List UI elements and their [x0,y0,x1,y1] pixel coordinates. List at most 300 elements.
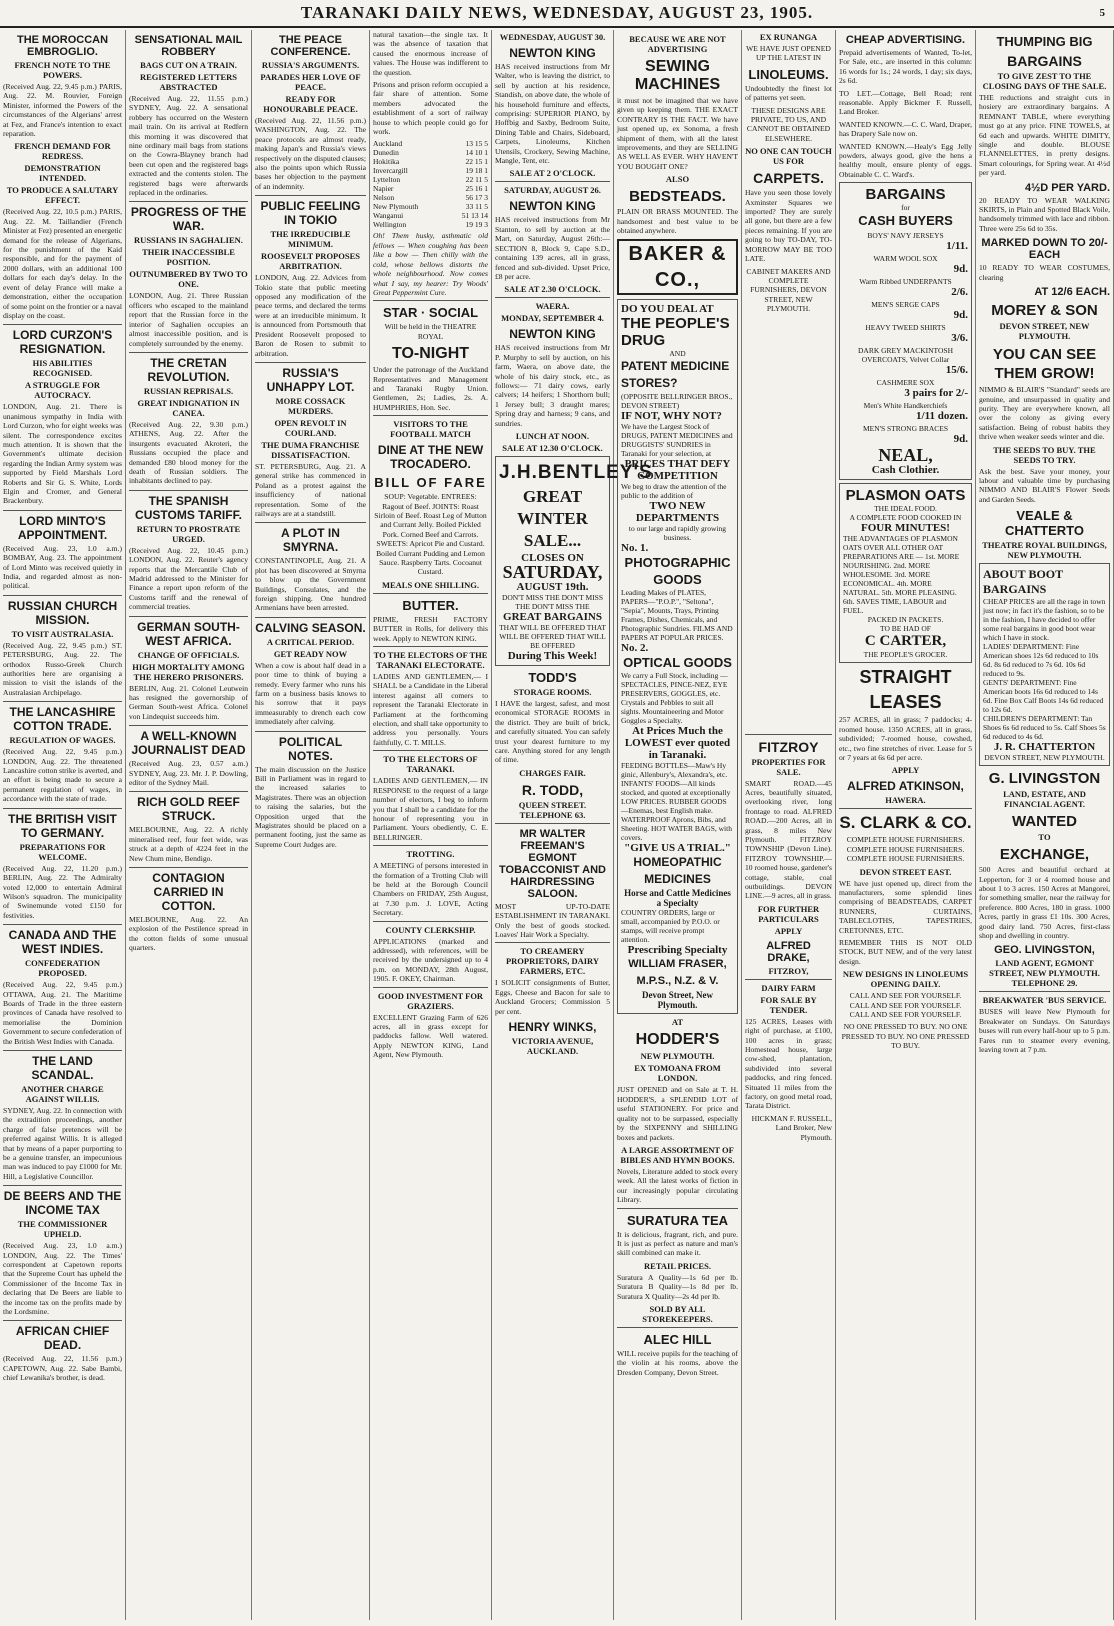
divider [373,921,488,922]
sale-time: SALE AT 2 O'CLOCK. [509,168,596,179]
item-name: WARM WOOL SOX [873,254,938,264]
table-row [373,184,488,193]
lino-designs: NEW DESIGNS IN LINOLEUMS OPENING DAILY. [842,969,969,990]
livingston-signature: GEO. LIVINGSTON, [994,944,1095,957]
list-item [843,378,968,399]
port-value: 51 13 14 [461,211,488,221]
to: TO [1038,832,1051,843]
auctioneer-name: NEWTON KING [509,327,596,342]
clark-text: COMPLETE HOUSE FURNISHERS. COMPLETE HOUSE FURNISHERS. COMPLETE HOUSE FURNISHERS. [846,835,965,864]
headline: RICH GOLD REEF STRUCK. [129,791,248,823]
subheadline: HIGH MORTALITY AMONG THE HERERO PRISONERS. [132,661,245,682]
horse-heading: Horse and Cattle Medicines a Specialty [624,888,731,909]
retail-prices: RETAIL PRICES. [644,1260,711,1271]
table-row [373,166,488,175]
dine-heading: DINE AT THE NEW TROCADERO. [377,443,484,472]
subheadline: A CRITICAL PERIOD. [266,636,355,647]
visitors-heading: VISITORS TO THE FOOTBALL MATCH [390,419,471,440]
livingston-sub: LAND, ESTATE, AND FINANCIAL AGENT. [1003,789,1086,810]
sale-intro: TO GIVE ZEST TO THE CLOSING DAYS OF THE SALE. [982,71,1107,91]
headline: POLITICAL NOTES. [255,731,366,763]
item-price: 1/11 dozen. [916,410,968,423]
article-text: LONDON, Aug. 21. There is unanimous sympathy in India with Lord Curzon, who for eight weeks was silent. The correspondence excites much attention. It is shown that the Government's ultimate decision regarding the Indian Army system was supported by Field Marshals Lord Roberts and Sir G. S. White, Lords Elgin and Cromer, and General Brackenbury. [3,402,122,506]
clark-heading: S. CLARK & CO. [839,813,972,833]
divider [495,181,610,182]
and: AND [669,349,686,359]
sewing-heading: SEWING MACHINES [634,58,721,93]
article-text: (Received Aug. 23, 1.0 a.m.) BOMBAY, Aug. 23. The appointment of Lord Minto was received quietly in India, and regarded almost as non-political. [3,543,122,591]
apply: APPLY [891,765,920,776]
star-social-text: Will be held in the THEATRE ROYAL [384,322,477,341]
freeman-heading: MR WALTER FREEMAN'S EGMONT TOBACCONIST AND HAIRDRESSING SALOON. [499,827,606,900]
each-price: AT 12/6 EACH. [1034,286,1110,299]
headline: RUSSIAN CHURCH MISSION. [3,595,122,627]
headline: AFRICAN CHIEF DEAD. [3,1320,122,1352]
item-name: DARK GREY MACKINTOSH OVERCOATS, Velvet Collar [857,346,953,365]
bedsteads-heading: BEDSTEADS. [629,188,726,206]
meals-price: MEALS ONE SHILLING. [381,579,480,590]
properties-text: SMART ROAD.—45 Acres, beautifully situated, overlooking river, long frontage to road. ALFRED ROAD.—200 Acres, all in grass, 8 miles New Plymouth. FITZROY TOWNSHIP (Devon Line). FITZROY TOWNSHIP.—10 roomed house, gardener's cottage, stable, coal outbuildings. DEVON LINE.—9 acres, all in grass. [745,778,832,901]
hodders-shipment: EX TOMOANA FROM LONDON. [634,1063,721,1084]
divider [979,991,1110,992]
hawera: HAWERA. [885,795,926,806]
port-value: 22 15 1 [465,157,488,167]
list-item [843,323,968,344]
trotting-text: A MEETING of persons interested in the formation of a Trotting Club will be held at the Borough Council Chambers on FRIDAY, 25th August, at 7.30 p.m. J. LOVE, Acting Secretary. [373,861,488,918]
boot-text: CHEAP PRICES are all the rage in town just now; in fact it's the fashion, so to be in the fashion, I have decided to offer some real bargains in good boot wear which I have in stock. [983,597,1106,643]
auction-date: MONDAY, SEPTEMBER 4. [501,313,604,324]
newspaper-title: TARANAKI DAILY NEWS, WEDNESDAY, AUGUST 23, 1905. [300,3,814,22]
orders-text: COUNTRY ORDERS, large or small, accompanied by P.O.O. or stamps, will receive prompt attention. [621,908,720,945]
breakwater-heading: BREAKWATER 'BUS SERVICE. [982,995,1107,1006]
great-bargains: GREAT BARGAINS [503,610,602,623]
furnishers-text: CABINET MAKERS AND COMPLETE FURNISHERS, DEVON STREET, NEW PLYMOUTH. [746,266,831,314]
prices-heading: PRICES THAT DEFY COMPETITION [624,458,731,483]
dont-miss: DON'T MISS THE DON'T MISS THE DON'T MISS THE [501,592,604,611]
livingston-heading: G. LIVINGSTON [988,770,1101,788]
article-text: (Received Aug. 22, 11.55 p.m.) SYDNEY, Aug. 22. A sensational robbery has occurred on the Western mail train. On its arrival at Redfern this morning it was discovered that nine ordinary mail bags from stations on the Cowra-Blayney branch had been cut open and the registered bags extracted and the contents stolen. The registered bags were afterwards replaced in the ordinaries. [129,94,248,198]
complete-food: A COMPLETE FOOD COOKED IN [849,513,962,523]
item-name: MEN'S STRONG BRACES [862,424,949,434]
divider [745,734,832,735]
divider [745,979,832,980]
subheadline: THE COMMISSIONER UPHELD. [17,1219,108,1240]
bargains-heading: BARGAINS [1007,53,1082,69]
table-row [373,193,488,202]
butter-text: PRIME, FRESH FACTORY BUTTER in Rolls, for delivery this week. Apply to NEWTON KING. [373,614,488,643]
item-price: 2/6. [951,286,968,299]
subheadline: GET READY NOW [273,648,348,659]
sale-text: THE reductions and straight cuts in hosiery are extraordinary bargains. A REMNANT TABLE, where everything must go at any price. FINE TOWELS, at 6d each and upwards. WHITE DIMITY, single and double. BLOUSE FLANNELETTES, in pretty designs. Smart colourings, for Spring wear. At 4½d per yard. [979,93,1110,178]
list-item [843,424,968,445]
private-designs: THESE DESIGNS ARE PRIVATE, TO US, AND CANNOT BE OBTAINED ELSEWHERE. [746,105,831,143]
headline: THE BRITISH VISIT TO GERMANY. [3,808,122,840]
touch: NO ONE CAN TOUCH US FOR [745,146,832,167]
headline: THE CRETAN REVOLUTION. [129,352,248,384]
headline: CALVING SEASON. [255,617,366,635]
suratura-heading: SURATURA TEA [626,1212,729,1228]
subheadline: OPEN REVOLT IN COURLAND. [274,417,347,438]
headline: DE BEERS AND THE INCOME TAX [3,1185,122,1217]
auction-text: HAS received instructions from Mr Stanton, to sell by auction at the Mart, on Saturday, August 26th:— SECTION 8, Block 9, Cape S.D., containing 139 acres, all in grass, fenced and sub-divided. Upset Price, £8 per acre. [495,215,610,281]
morey-address: DEVON STREET, NEW PLYMOUTH. [999,321,1090,342]
port-value: 19 18 1 [465,166,488,176]
port-value: 56 17 3 [465,193,488,203]
subheadline: THE IRREDUCIBLE MINIMUM. [270,229,351,250]
two-departments: TWO NEW DEPARTMENTS [635,500,720,525]
clothier: Cash Clothier. [871,464,940,477]
bargains-heading: BARGAINS [865,186,946,204]
column-1 [0,30,126,1620]
exchange-text: 500 Acres and beautiful orchard at Lepperton, for 3 or 4 roomed house and about 1 to 3 acres. 150 Acres at Mangorei, for something smaller, near the railway for preference. 800 Acres, 180 in grass. 1000 Acres, partly in grass £1 10s. 300 Acres, good dairy land. 750 Acres, first-class shop and dwelling in country. [979,865,1110,940]
classified: WANTED KNOWN.—Healy's Egg Jelly powders, always good, give the hens a healthy moult, ensure plenty of eggs. Obtainable C. C. Ward's. [839,141,972,179]
prescribing: Prescribing Specialty [627,944,728,957]
no1: No. 1. [621,542,649,555]
list-item [843,231,968,252]
winks-address: VICTORIA AVENUE, AUCKLAND. [511,1036,594,1057]
to-be-had: TO BE HAD OF [880,624,931,634]
deal-question: DO YOU DEAL AT [621,303,714,316]
table-row [373,220,488,229]
livingston-address: LAND AGENT, EGMONT STREET, NEW PLYMOUTH. TELEPHONE 29. [989,958,1100,989]
carpets-heading: CARPETS. [753,170,824,187]
article-text: LONDON, Aug. 21. Three Russian officers who escaped to the mainland report that the Russian force in the interior of Saghalien occupies an almost inaccessible position, and is completely surrounded by the enemy. [129,291,248,348]
divider [373,750,488,751]
subheadline: READY FOR HONOURABLE PEACE. [263,94,358,114]
table-row [373,148,488,157]
price-list [843,231,968,445]
ex-runanga: EX RUNANGA [759,32,818,42]
menu-text: SOUP: Vegetable. ENTREES: Ragout of Beef. JOINTS: Roast Sirloin of Beef. Roast Leg of Mutton and Currant Jelly. Boiled Pickled Pork. Corned Beef and Carrots. SWEETS: Apricot Pie and Custard. Boiled Currant Pudding and Lemon Sauce. Raspberry Tarts. Cocoanut Custard. [374,492,487,577]
divider [373,987,488,988]
headline: GERMAN SOUTH-WEST AFRICA. [129,616,248,648]
children-dept: CHILDREN'S DEPARTMENT: Tan Shoes 6s 6d reduced to 5s. Calf Shoes 5s 6d reduced to 4s 6d. [983,714,1106,742]
carpets-text: Have you seen those lovely Axminster Squares we imported? They are surely all gone, but there are a few pieces remaining. If you are going to buy TO-DAY, TO-MORROW MAY BE TOO LATE. [745,188,832,264]
electors-text: LADIES AND GENTLEMEN,— IN RESPONSE to the request of a large number of electors, I beg to inform you that I shall be a candidate for the honour of representing you in Parliament. Yours obediently, C. E. BELLRINGER. [373,776,488,842]
port-value: 13 15 5 [465,139,488,149]
auctioneer-name: NEWTON KING [509,199,596,214]
article-text: When a cow is about half dead in a poor time to think of buying a remedy. Every farmer who runs his farm on a business basis knows to his sorrow that it pays immeasurably to drench each cow immediately after calving. [255,660,366,727]
item-price: 15/6. [945,364,968,377]
exchange-heading: EXCHANGE, [999,846,1090,864]
star-social-details: Under the patronage of the Auckland Representatives and Management and Taranaki Rugby Union. Gentlemen, 2s; Ladies, 2s. A. HUMPHRIES, Hon. Sec. [373,365,488,412]
article-text: natural taxation—the single tax. It was the absence of taxation that caused the enormous increase of values. The House was indifferent to the question. [373,30,488,77]
port-name: Wellington [373,220,407,230]
column-7 [742,30,836,1620]
apply: APPLY [774,925,803,936]
page-number: 5 [1099,7,1106,19]
column-8 [836,30,976,1620]
headline: LORD CURZON'S RESIGNATION. [3,324,122,356]
suratura-text: It is delicious, fragrant, rich, and pure. It is just as perfect as nature and man's skill combined can make it. [617,1229,738,1258]
headline: A WELL-KNOWN JOURNALIST DEAD [129,725,248,757]
article-text: SYDNEY, Aug. 22. In connection with the extradition proceedings, another charge of false pretences will be preferred against Willis. It is alleged that by means of a paper purporting to be a genuine transfer, an impecunious man was induced to pay £1000 for Mr. Hill, a Legislative Councillor. [3,1105,122,1181]
photo-text: Leading Makes of PLATES, PAPERS—"P.O.P.", "Seltona", "Sepia", Mounts, Trays, Printing Frames, Dishes, Chemicals, and Photographic Sundries. FILMS AND PAPERS AT POPULAR PRICES. [621,588,733,643]
star-social-heading: STAR · SOCIAL [382,305,479,321]
subheadline: MORE COSSACK MURDERS. [275,395,346,416]
baker-intro: BECAUSE WE ARE NOT ADVERTISING [629,34,726,54]
divider [373,415,488,416]
drake-location: FITZROY, [768,965,809,976]
divider [495,942,610,943]
subheadline: A STRUGGLE FOR AUTOCRACY. [24,380,101,401]
poem: Oh! Them husky, asthmatic old fellows — When coughing has been like a bow — Then chilly with the cold, whose bellows distorts the whole neighbourhood. Now comes what I say, my hearer: Try Woods' Great Peppermint Cure. [373,231,488,297]
headline: THE MOROCCAN EMBROGLIO. [16,34,109,58]
headline: LORD MINTO'S APPOINTMENT. [3,510,122,542]
fraser-name: WILLIAM FRASER, M.P.S., N.Z. & V. [628,958,727,988]
headline: THE SPANISH CUSTOMS TARIFF. [129,490,248,522]
neal-name: NEAL, [878,445,933,466]
article-text: LONDON, Aug. 22. Advices from Tokio state that public meeting opposed any modification of the peace terms, and declared the terms were at an irreducible minimum. It is announced from Portsmouth that President Roosevelt proposed to Baron de Rosen to submit to arbitration. [255,273,366,358]
column-6 [614,30,742,1620]
headline: A PLOT IN SMYRNA. [255,522,366,554]
investment-text: EXCELLENT Grazing Farm of 626 acres, all in grass except for paddocks fallow. Well watered. Apply NEWTON KING, Land Agent, New Plymouth. [373,1012,488,1060]
hill-text: WILL receive pupils for the teaching of the violin at his rooms, above the Dresden Company, Devon Street. [617,1348,738,1377]
plasmon-heading: PLASMON OATS [845,487,966,505]
auction-text: HAS received instructions from Mr P. Murphy to sell by auction, on his farm, Waera, on above date, the whole of his dairy stock, etc., as follows:— 71 dairy cows, early calvers; 14 heifers; 1 Shorthorn bull; 1 Jersey bull; 3 draught mares; Spring dray and harness; 9 cans, and sundries. [495,343,610,428]
subheadline: FRENCH NOTE TO THE POWERS. [14,60,111,80]
chatterton-name: J. R. CHATTERTON [993,741,1096,754]
carter-name: C CARTER, [864,633,947,650]
auction-text: HAS received instructions from Mr Walter, who is leaving the district, to sell by auction at his residence, Standish, on above date, the whole of his household furniture and effects, comprising: SUPERIOR PIANO, by Hoffbig and Saxby, Bedroom Suite, Dining Table and Chairs, Sideboard, Carpets, Linoleums, Kitchen Utensils, Crockery, Sewing Machine, Mangle, Tent, etc. [495,62,610,166]
subheadline: PREPARATIONS FOR WELCOME. [19,841,106,862]
article-text: Prisons and prison reform occupied a fair share of attention. Some members advocated the establishment of a sort of railway house to which people could go for work. [373,80,488,137]
headline: PUBLIC FEELING IN TOKIO [255,195,366,227]
port-name: Wanganui [373,211,404,221]
dairy-farm: DAIRY FARM [761,982,816,993]
item-name: HEAVY TWEED SHIRTS [865,323,946,333]
subheadline: BAGS CUT ON A TRAIN. [140,60,237,70]
storage-text: I HAVE the largest, safest, and most economical STORAGE ROOMS in the district. They are built of brick, and carefully situated. You can safely trust your dearest furniture to my care. Anything stored for any length of time. [495,698,610,765]
peoples-grocer: THE PEOPLE'S GROCER. [863,650,948,660]
subheadline: RETURN TO PROSTRATE URGED. [136,523,241,544]
auction-date: SATURDAY, AUGUST 26. [504,185,601,196]
also: ALSO [665,174,690,185]
trial: "GIVE US A TRIAL." [624,842,731,855]
divider [495,297,610,298]
optical-text: We carry a Full Stock, including — SPECTACLES, PINCE-NEZ, EYE PRESERVERS, GOGGLES, etc. Crystals and Pebbles to suit all sights. Mountaineering and Motor Goggles a Specialty. [621,671,728,726]
column-2 [126,30,252,1620]
straight-heading: STRAIGHT [859,667,952,688]
article-text: (Received Aug. 22, 9.45 p.m.) OTTAWA, Aug. 21. The Maritime Boards of Trade in the three eastern provinces of Canada have resolved to memorialise the Dominion Government to secure confederation of the British West Indies with Canada. [3,980,122,1046]
nimmo-text: NIMMO & BLAIR'S "Standard" seeds are genuine, and unsurpassed in quality and purity. They are everywhere known, all over the colony as giving every satisfaction. Being of robust habits they thrive when weaker seeds winter and die. [979,385,1110,442]
divider [839,808,972,809]
tender: FOR SALE BY TENDER. [760,994,817,1015]
todd-address: QUEEN STREET. TELEPHONE 63. [518,799,587,820]
list-item [843,254,968,275]
port-value: 22 11 5 [465,175,488,185]
price-per-yard: 4½D PER YARD. [1025,181,1110,194]
subheadline: GREAT INDIGNATION IN CANEA. [137,397,240,418]
table-row [373,211,488,220]
port-name: Invercargill [373,166,408,176]
ladies-dept: LADIES' DEPARTMENT: Fine American shoes 12s 6d reduced to 10s 6d. 8s 6d reduced to 7s 6d. 10s 6d reduced to 9s. [983,642,1099,679]
drug-heading: THE PEOPLE'S DRUG [621,315,730,350]
headline: CANADA AND THE WEST INDIES. [3,924,122,956]
fitzroy-heading: FITZROY [758,738,819,755]
item-price: 9d. [953,433,968,446]
item-price: 9d. [953,263,968,276]
thumping-heading: THUMPING BIG [996,34,1093,49]
electors-heading: TO THE ELECTORS OF TARANAKI. [383,754,478,775]
divider [373,593,488,594]
four-minutes: FOUR MINUTES! [861,522,950,535]
closing-date: AUGUST 19th. [516,580,589,593]
cash-heading: CASH BUYERS [858,213,953,229]
item-price: 1/11. [946,240,968,253]
port-name: Dunedin [373,148,399,158]
at: AT [671,1017,684,1028]
winter-sale: GREAT WINTER SALE... [517,486,588,550]
for: for [901,203,910,213]
article-text: The main discussion on the Justice Bill in Parliament was in regard to the increased salaries to Magistrates. There was an objection to raising the salaries, but the Opposition urged that the Magistrates should be placed on a permanent footing, just the same as Supreme Court Judges are. [255,764,366,849]
headline: PROGRESS OF THE WAR. [129,201,248,233]
article-text: (Received Aug. 22, 11.56 p.m.) WASHINGTON, Aug. 22. The peace protocols are almost ready, making Japan's and Russia's views respectively on the disputed clauses; also the points upon which Russia bases her objection to the payment of an indemnity. [255,116,366,191]
will-be-offered: THAT WILL BE OFFERED THAT WILL BE OFFERED THAT WILL BE OFFERED [499,622,606,650]
divider [373,300,488,301]
headline: RUSSIA'S UNHAPPY LOT. [255,362,366,394]
marked-down: MARKED DOWN TO 20/- EACH [981,237,1108,262]
headline: SENSATIONAL MAIL ROBBERY [134,34,243,58]
headline: THE LAND SCANDAL. [3,1050,122,1082]
table-row [373,157,488,166]
article-text: MELBOURNE, Aug. 22. An explosion of the Pestilence spread in the cotton fields of some unusual quarters. [129,915,248,953]
port-table [373,139,488,229]
item-price: 3/6. [951,332,968,345]
subheadline: ANOTHER CHARGE AGAINST WILLIS. [21,1083,104,1104]
winks-name: HENRY WINKS, [508,1020,597,1035]
library-text: Novels, Literature added to stock every week. All the latest works of fiction in our increasingly popular circulating Library. [617,1166,738,1205]
list-item [843,401,968,422]
column-9 [976,30,1114,1620]
article-text: (Received Aug. 22, 9.30 p.m.) ATHENS, Aug. 22. After the insurgents evacuated Akroteri, the Russians occupied the place and demanded £80 blood money for the death of Russian soldiers. The inhabitants declined to pay. [129,419,248,486]
neal-advert [839,182,972,480]
if-not: IF NOT, WHY NOT? [621,410,722,423]
fraser-address: Devon Street, New Plymouth. [641,990,714,1011]
column-3 [252,30,370,1620]
divider [617,1327,738,1328]
article-text: (Received Aug. 22, 9.45 p.m.) ST. PETERSBURG, Aug. 22. The orthodox Russo-Greek Church authorities here are organising a mission to visit the islands of the Australasian Archipelago. [3,640,122,697]
wanted-heading: WANTED [1012,813,1077,831]
item-price: 3 pairs for 2/- [904,387,968,400]
boot-advert [979,563,1110,766]
baker-name: BAKER & CO., [617,239,738,295]
lowest-prices: At Prices Much the LOWEST ever quoted in Taranaki. [624,725,731,762]
subheadline: THEIR INACCESSIBLE POSITION. [142,247,235,268]
feeding-text: FEEDING BOTTLES—Maw's Hy ginic, Allenbury's, Alexandra's, etc. INFANTS' FOODS—All kinds stocked, and quoted at exceptionally LOW PRICES. RUBBER GOODS—Enemas, best English make. WATERPROOF Aprons, Bibs, and Sheeting. HOT WATER BAGS, with covers. [621,761,732,843]
suratura-prices: Suratura A Quality—1s 6d per lb. Suratura B Quality—1s 8d per lb. Suratura X Quality—2s 4d per lb. [617,1272,738,1301]
further-particulars: FOR FURTHER PARTICULARS [757,903,820,924]
list-item [843,346,968,376]
growing: to our large and rapidly growing business. [628,524,727,543]
costumes-text: 10 READY TO WEAR COSTUMES, clearing [979,263,1110,282]
skirts-text: 20 READY TO WEAR WALKING SKIRTS, in Plain and Spotted Black Voile, handsomely trimmed with lace and ribbon. Three were 25s 6d to 35s. [979,195,1110,233]
gents-dept: GENTS' DEPARTMENT: Fine American boots 16s 6d reduced to 14s 6d. Fine Box Calf Boots 14s 6d reduced to 12s 6d. [983,678,1104,715]
bedsteads-text: PLAIN OR BRASS MOUNTED. The handsomest and best value to be obtained anywhere. [617,207,738,236]
breakwater-text: BUSES will leave New Plymouth for Breakwater on Sundays. On Saturdays buses will run every half-hour up to 5 p.m. Fares run to steamer every evening, leaving town at 7 p.m. [979,1007,1110,1055]
seeds-text: Ask the best. Save your money, your labour and valuable time by purchasing NIMMO AND BLAIR'S Flower Seeds and Garden Seeds. [979,466,1110,504]
port-name: Lyttelton [373,175,401,185]
divider [373,646,488,647]
hodders-text: JUST OPENED and on Sale at T. H. HODDER'S, a SPLENDID LOT of useful STATIONERY. For price and quality not to be surpassed, especially by the SIXPENNY and SHILLING boxes and packets. [617,1085,738,1142]
saturday: SATURDAY, [502,561,603,582]
bibles: A LARGE ASSORTMENT OF BIBLES AND HYMN BOOKS. [620,1144,735,1165]
photo-heading: PHOTOGRAPHIC GOODS [624,555,731,588]
creamery-heading: TO CREAMERY PROPRIETORS, DAIRY FARMERS, ETC. [505,946,600,977]
boot-heading: ABOUT BOOT BARGAINS [983,567,1063,597]
subheadline: DEMONSTRATION INTENDED. [24,163,101,184]
auction-date: WEDNESDAY, AUGUST 30. [499,32,606,42]
masthead [0,0,1114,28]
advantages: THE ADVANTAGES OF PLASMON OATS OVER ALL OTHER OAT PREPARATIONS ARE — 1st. MORE NOURISHING. 2nd. MORE WHOLESOME. 3rd. MORE ECONOMICAL. 4th. MORE NATURAL. 5th. MORE PLEASING. 6th. SAVES TIME, LABOUR and FUEL. [843,534,960,616]
opened-text: WE HAVE JUST OPENED UP THE LATEST IN [746,44,831,63]
subheadline: THE DUMA FRANCHISE DISSATISFACTION. [261,439,360,460]
article-text: (Received Aug. 22, 11.56 p.m.) CAPETOWN, Aug. 22. Sabe Bambi, chief Lewanika's brother, is dead. [3,1354,122,1383]
classified: WANTED KNOWN.—C. C. Ward, Draper, has Drapery Sale now on. [839,119,972,139]
subheadline: TO VISIT AUSTRALASIA. [11,628,114,639]
no2: No. 2. [621,642,649,655]
item-name: CASHMERE SOX [876,378,935,388]
remember: REMEMBER THIS IS NOT OLD STOCK, BUT NEW, and of the very latest design. [839,937,972,966]
linoleums-heading: LINOLEUMS. [748,66,829,82]
seeds-slogan: THE SEEDS TO BUY. THE SEEDS TO TRY. [993,444,1096,465]
hill-heading: ALEC HILL [643,1331,712,1347]
table-row [373,202,488,211]
subheadline: HIS ABILITIES RECOGNISED. [32,358,93,379]
headline: THE LANCASHIRE COTTON TRADE. [3,701,122,733]
seeds-heading: YOU CAN SEE THEM GROW! [992,346,1097,383]
electors-text: LADIES AND GENTLEMEN,— I SHALL be a Candidate in the Liberal interest against all comers to represent the Taranaki Electorate in Parliament at the forthcoming election, and shall take opportunity to address you personally. Yours faithfully, C. T. MILLS. [373,672,488,747]
homeo-heading: HOMEOPATHIC MEDICINES [633,855,722,887]
subheadline: REGULATION OF WAGES. [9,735,116,746]
subheadline: RUSSIA'S ARGUMENTS. [261,60,360,70]
packed: PACKED IN PACKETS. [867,615,944,625]
hodders-heading: HODDER'S [635,1031,720,1049]
auction-location: WAERA. [535,301,570,312]
port-value: 14 10 1 [465,148,488,158]
divider [495,823,610,824]
divider [617,1208,738,1209]
auctioneer-name: NEWTON KING [509,46,596,60]
lunch-time: LUNCH AT NOON. [515,430,590,441]
todd-name: R. TODD, [521,781,584,798]
clerkship-heading: COUNTY CLERKSHIP. [385,924,476,935]
headline: THE PEACE CONFERENCE. [270,34,351,58]
subheadline: TO PRODUCE A SALUTARY EFFECT. [6,185,119,206]
cheap-heading: CHEAP ADVERTISING. [845,34,966,46]
article-text: CONSTANTINOPLE, Aug. 21. A plot has been discovered at Smyrna to blow up the Government Buildings, Consulates, and the foreign shipping. One hundred Armenians have been arrested. [255,556,366,613]
item-name: MEN'S SERGE CAPS [871,300,940,310]
article-text: (Received Aug. 22, 9.45 p.m.) PARIS, Aug. 22. M. Rouvier, Foreign Minister, informed the Powers of the circumstances of the Algerians' arrest at Fez, and France's intention to exact reparation. [3,82,122,139]
hickman: HICKMAN F. RUSSELL, Land Broker, New Plymouth. [751,1113,832,1142]
sewing-text: it must not be imagined that we have given up keeping them. THE EXACT CONTRARY IS THE FACT. We have just opened up, ex Sonoma, a fresh shipment of them, with all the latest improvements, and they are SELLING AS WELL AS EVER. WHY HAVEN'T YOU BOUGHT ONE? [617,96,738,171]
closes-on: CLOSES ON [521,551,584,564]
patent-heading: PATENT MEDICINE STORES? [621,359,730,391]
todd-heading: TODD'S [528,669,577,685]
subheadline: RUSSIAN REPRISALS. [143,385,234,396]
item-name: Warm Ribbed UNDERPANTS [859,277,952,287]
subheadline: ROOSEVELT PROPOSES ARBITRATION. [261,251,360,272]
trotting-heading: TROTTING. [406,849,455,860]
subheadline: OUTNUMBERED BY TWO TO ONE. [129,269,248,290]
properties-heading: PROPERTIES FOR SALE. [751,756,826,777]
article-text: (Received Aug. 22, 10.45 p.m.) LONDON, Aug. 22. Reuter's agency reports that the Mercantile Club of Madrid addressed to the Minister for Finance a report upon reform of the Customs tariff and the renewal of commercial treaties. [129,545,248,612]
divider [373,845,488,846]
butter-heading: BUTTER. [402,597,459,613]
devon-east: DEVON STREET EAST. [859,866,952,877]
port-name: Auckland [373,139,403,149]
stock-text: We have the Largest Stock of DRUGS, PATENT MEDICINES and DRUGGISTS' SUNDRIES in Taranaki for your selection, at [621,422,733,459]
